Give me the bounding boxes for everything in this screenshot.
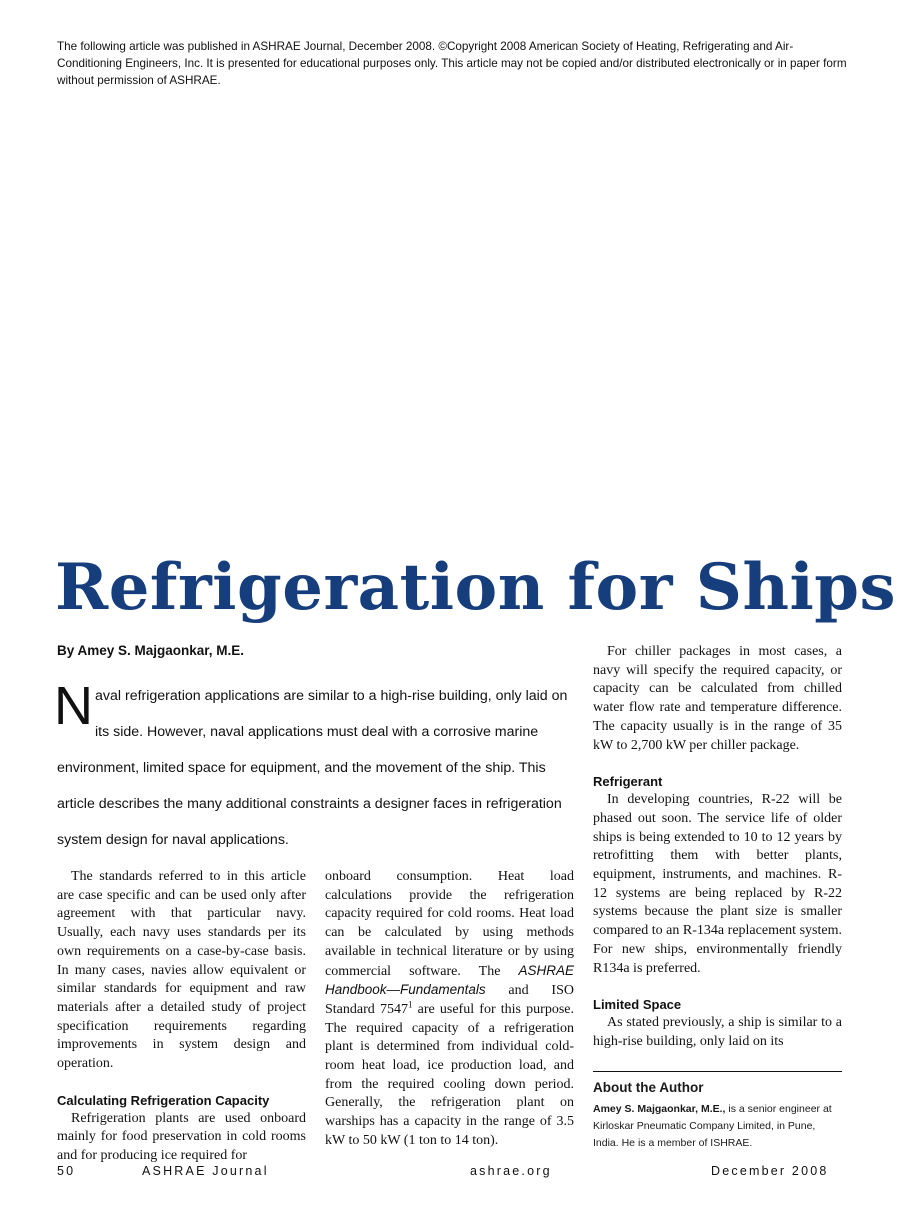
copyright-notice: The following article was published in ASHRAE Journal, December 2008. ©Copyright 2008 American Society of Heating, Refrigerating and Air-Conditioning Engineers, Inc. It is presented for educational purposes only. This article may not be copied and/or distributed electronically or in paper form without permission of ASHRAE. (57, 40, 847, 87)
handbook-title: ASHRAE Handbook—Fundamentals (325, 962, 574, 998)
section-heading: Refrigerant (593, 774, 663, 790)
journal-name: ASHRAE Journal (142, 1164, 269, 1178)
text-run: onboard consumption. Heat load calculations provide the refrigeration capacity required for cold rooms. Heat load can be calculated by using methods available in technical literature or by using commercial software. The (325, 869, 574, 979)
author-name: Amey S. Majgaonkar, M.E., (593, 1103, 726, 1115)
website: ashrae.org (470, 1164, 552, 1178)
body-paragraph: For chiller packages in most cases, a navy will specify the required capacity, or capacity can be calculated from chilled water flow rate and temperature difference. The capacity usually is in the range of 35 kW to 2,700 kW per chiller package. (593, 644, 842, 753)
intro-text: aval refrigeration applications are similar to a high-rise building, only laid on its side. However, naval applications must deal with a corrosive marine environment, limited space for equipment, and the movement of the ship. This article describes the many additional constraints a designer faces in refrigeration system design for naval applications. (57, 688, 568, 848)
about-author-heading: About the Author (593, 1080, 704, 1095)
footnote-ref: 1 (407, 999, 413, 1010)
byline: By Amey S. Majgaonkar, M.E. (57, 643, 245, 658)
page-number: 50 (57, 1164, 76, 1178)
author-bio (593, 1101, 842, 1152)
body-paragraph: Refrigeration plants are used onboard mainly for food preservation in cold rooms and for producing ice required for (57, 1110, 306, 1164)
author-bio-text: is a senior engineer at Kirloskar Pneumatic Company Limited, in Pune, India. He is a member of ISHRAE. (593, 1103, 832, 1149)
about-author-box (593, 1071, 842, 1152)
body-paragraph: In developing countries, R-22 will be phased out soon. The service life of older ships is being extended to 10 to 12 years by retrofitting them with better plants, equipment, instruments, and machines. R-12 systems are being replaced by R-22 systems because the plant size is smaller compared to an R-134a replacement system. For new ships, environmentally friendly R134a is preferred. (593, 792, 842, 976)
body-paragraph (325, 868, 574, 1151)
body-paragraph: The standards referred to in this article are case specific and can be used only after agreement with that particular navy. Usually, each navy uses standards per its own requirements on a case-by-case basis. In many cases, navies allow equivalent or similar standards for equipment and raw materials after a detailed study of project specification requirements regarding improvements in system design and operation. (57, 869, 306, 1072)
column-1 (57, 868, 306, 1166)
column-3 (593, 643, 842, 1052)
column-2 (325, 868, 574, 1151)
issue-date: December 2008 (711, 1164, 829, 1178)
intro-paragraph (54, 676, 575, 858)
section-heading: Limited Space (593, 997, 682, 1013)
body-paragraph: As stated previously, a ship is similar to a high-rise building, only laid on its (593, 1015, 842, 1049)
article-title: Refrigeration for Ships (55, 550, 897, 625)
drop-cap: N (54, 676, 93, 736)
section-heading: Calculating Refrigeration Capacity (57, 1092, 270, 1108)
text-run: and ISO Standard 7547 (325, 983, 574, 1017)
text-run: are useful for this purpose. The required capacity of a refrigeration plant is determined from individual cold-room heat load, ice production load, and from the required cooling down period. Generally, the refrigeration plant on warships has a capacity in the range of 3.5 kW to 50 kW (1 ton to 14 ton). (325, 1001, 575, 1148)
